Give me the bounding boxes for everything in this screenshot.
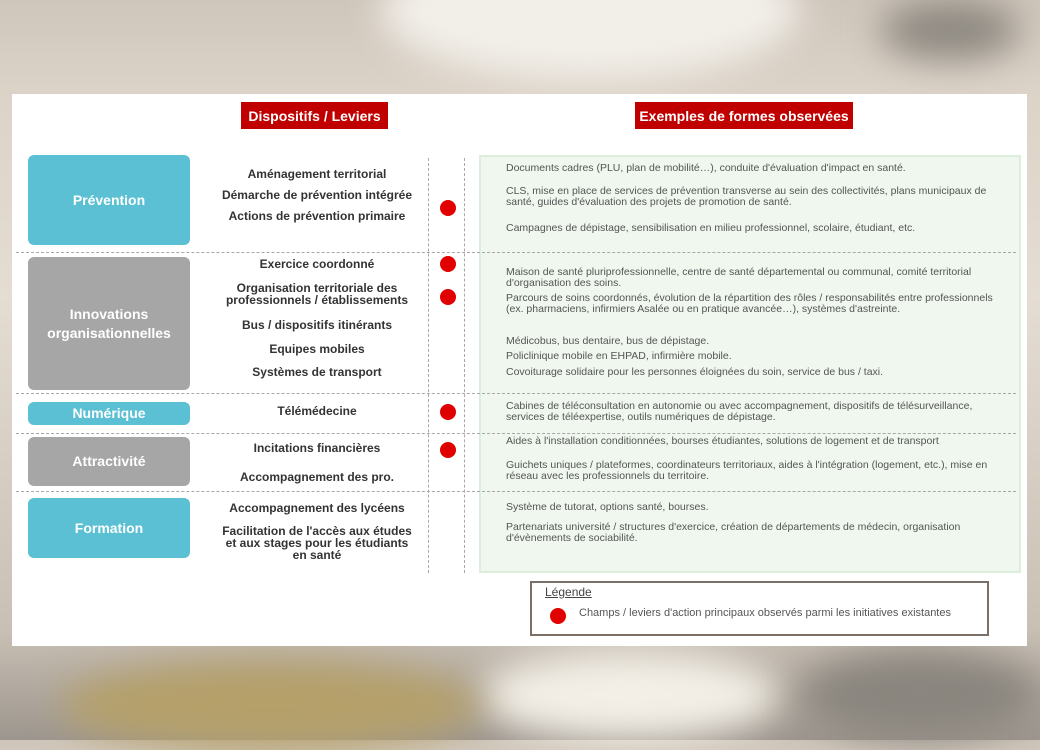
row-divider	[16, 252, 1016, 253]
lever-accompagnement-pro: Accompagnement des pro.	[239, 470, 395, 484]
example-text: CLS, mise en place de services de prévention transverse au sein des collectivités, plans municipaux de santé, guides d'évaluation des projets de promotion de santé.	[506, 185, 987, 208]
lever-incitations-financieres: Incitations financières	[253, 441, 381, 455]
category-formation: Formation	[28, 498, 190, 558]
lever-exercice-coordonne: Exercice coordonné	[259, 257, 375, 271]
examples-header: Exemples de formes observées	[635, 102, 853, 129]
row-divider	[16, 393, 1016, 394]
principal-lever-dot	[440, 289, 456, 305]
lever-actions-prevention-primaire: Actions de prévention primaire	[228, 209, 406, 223]
example-text: Aides à l'installation conditionnées, bourses étudiantes, solutions de logement et de transport	[506, 435, 939, 447]
category-attractivite: Attractivité	[28, 437, 190, 486]
example-text: Covoiturage solidaire pour les personnes éloignées du soin, service de bus / taxi.	[506, 366, 884, 378]
levers-diagram	[12, 94, 1027, 646]
example-text: Parcours de soins coordonnés, évolution de la répartition des rôles / responsabilités entre professionnels (ex. pharmaciens, infirmiers Asalée ou en pratique avancée…), systèmes d'astreinte.	[506, 292, 993, 315]
background-light	[380, 0, 800, 80]
principal-lever-dot	[440, 200, 456, 216]
background-ceiling-lamp	[880, 0, 1020, 60]
column-divider-right	[464, 158, 465, 573]
lever-demarche-prevention-integree: Démarche de prévention intégrée	[221, 188, 413, 202]
principal-lever-dot	[440, 404, 456, 420]
lever-accompagnement-lyceens: Accompagnement des lycéens	[229, 501, 405, 515]
category-prevention: Prévention	[28, 155, 190, 245]
legend	[530, 581, 989, 636]
row-divider	[16, 433, 1016, 434]
example-text: Policlinique mobile en EHPAD, infirmière mobile.	[506, 350, 732, 362]
lever-organisation-territoriale: Organisation territoriale des professionnels / établissements	[225, 281, 409, 307]
legend-dot-icon	[550, 608, 566, 624]
example-text: Documents cadres (PLU, plan de mobilité…), conduite d'évaluation d'impact en santé.	[506, 162, 906, 174]
legend-item: Champs / leviers d'action principaux observés parmi les initiatives existantes	[579, 607, 951, 619]
example-text: Médicobus, bus dentaire, bus de dépistage.	[506, 335, 710, 347]
background-wall	[800, 650, 1040, 740]
example-text: Système de tutorat, options santé, bourses.	[506, 501, 709, 513]
lever-systemes-transport: Systèmes de transport	[252, 365, 382, 379]
category-numerique: Numérique	[28, 402, 190, 425]
principal-lever-dot	[440, 442, 456, 458]
lever-facilitation-acces-etudes: Facilitation de l'accès aux études et aux stages pour les étudiants en santé	[222, 524, 412, 562]
principal-lever-dot	[440, 256, 456, 272]
lever-bus-dispositifs-itinerants: Bus / dispositifs itinérants	[241, 318, 393, 332]
levers-header: Dispositifs / Leviers	[241, 102, 388, 129]
background-window	[480, 650, 780, 740]
legend-title: Légende	[545, 585, 592, 599]
lever-amenagement-territorial: Aménagement territorial	[247, 167, 387, 181]
example-text: Campagnes de dépistage, sensibilisation en milieu professionnel, scolaire, étudiant, etc.	[506, 222, 916, 234]
background-chairs	[60, 660, 480, 750]
example-text: Guichets uniques / plateformes, coordinateurs territoriaux, aides à l'intégration (logement, etc.), mise en réseau avec les professionnels du territoire.	[506, 459, 988, 482]
lever-telemedecine: Télémédecine	[277, 404, 357, 418]
category-innovations-organisationnelles: Innovations organisationnelles	[28, 257, 190, 390]
lever-equipes-mobiles: Equipes mobiles	[269, 342, 365, 356]
example-text: Cabines de téléconsultation en autonomie ou avec accompagnement, dispositifs de télésurveillance, services de téléexpertise, outils numériques de dépistage.	[506, 400, 973, 423]
example-text: Maison de santé pluriprofessionnelle, centre de santé départemental ou communal, comité territorial d'organisation des soins.	[506, 266, 972, 289]
row-divider	[16, 491, 1016, 492]
example-text: Partenariats université / structures d'exercice, création de départements de médecin, organisation d'évènements de sociabilité.	[506, 521, 961, 544]
column-divider-left	[428, 158, 429, 573]
